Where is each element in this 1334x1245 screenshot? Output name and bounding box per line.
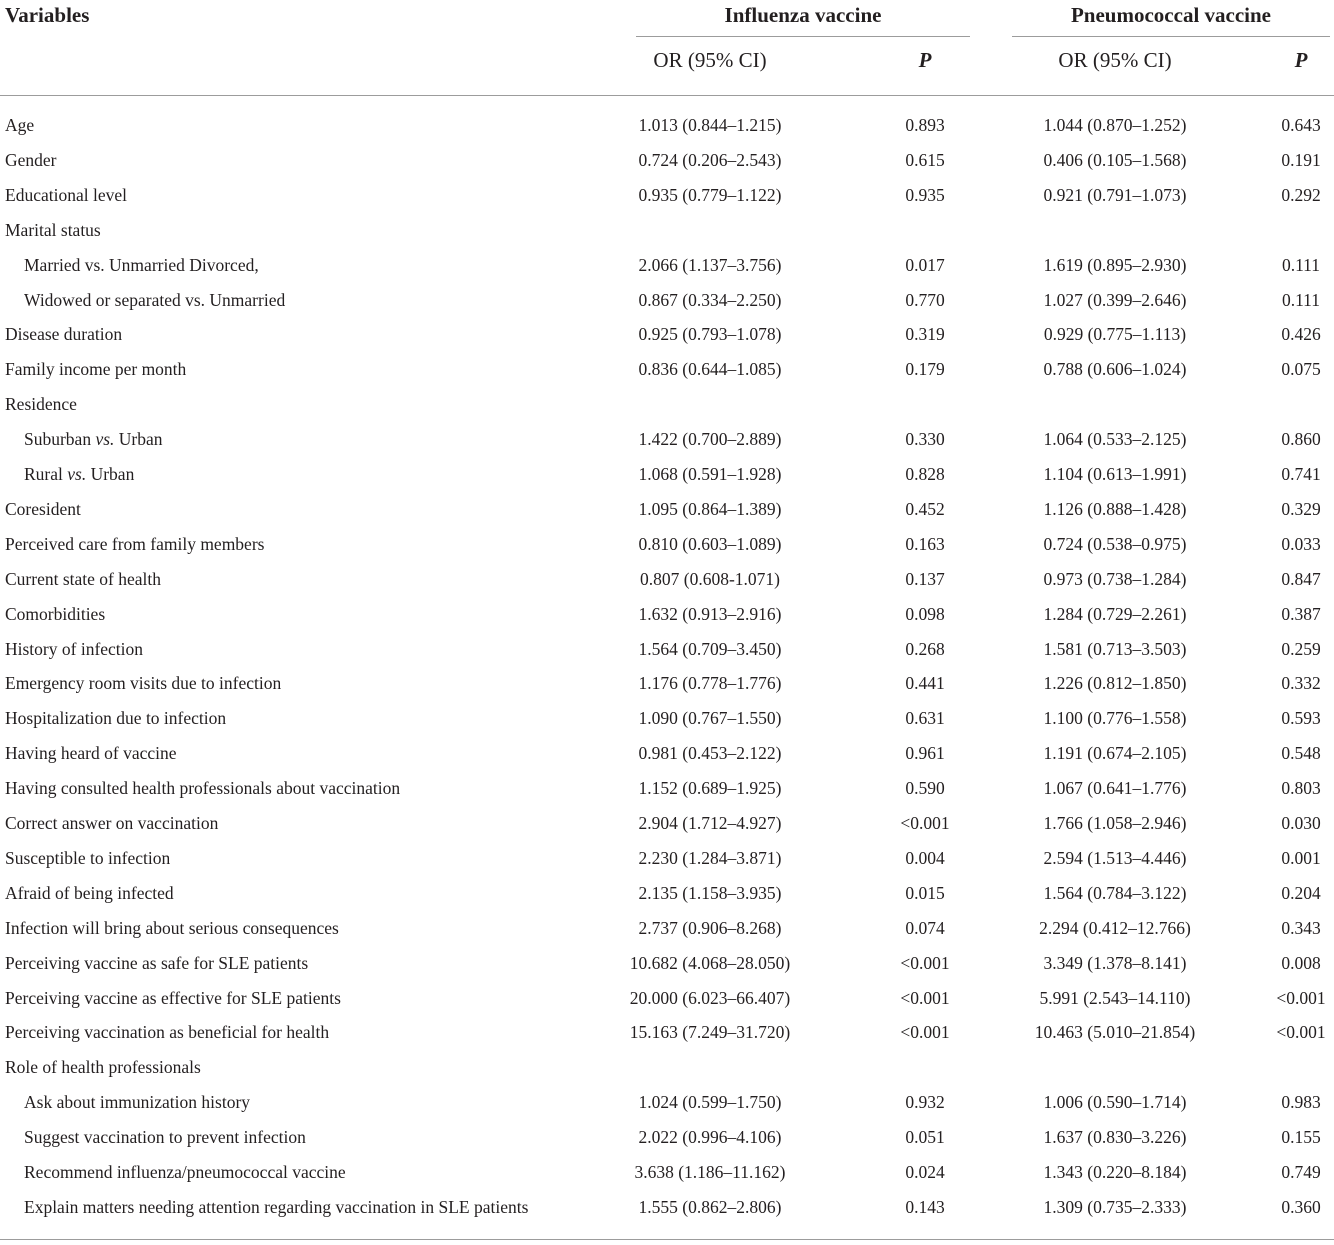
influenza-p-cell: <0.001: [900, 813, 950, 833]
pneumococcal-or-cell: 1.284 (0.729–2.261): [1043, 603, 1187, 624]
pneumococcal-p-cell: 0.329: [1281, 498, 1321, 519]
influenza-or-cell: 0.810 (0.603–1.089): [638, 533, 782, 554]
variable-cell: Perceiving vaccination as beneficial for health: [5, 1022, 330, 1043]
influenza-or-cell: 2.904 (1.712–4.927): [638, 813, 782, 833]
influenza-p-cell: 0.051: [905, 1127, 945, 1148]
influenza-or-cell: 2.066 (1.137–3.756): [638, 254, 782, 275]
influenza-or-cell: 3.638 (1.186–11.162): [634, 1162, 786, 1182]
variable-cell: Married vs. Unmarried Divorced,: [24, 254, 259, 275]
variable-cell: Infection will bring about serious consequences: [5, 917, 339, 938]
pneumococcal-or-cell: 1.100 (0.776–1.558): [1043, 708, 1187, 729]
variable-cell: Marital status: [5, 219, 101, 240]
table-row: [0, 841, 1334, 876]
pneumococcal-p-cell: 0.847: [1281, 568, 1321, 589]
table-row: [0, 492, 1334, 527]
pneumococcal-or-cell: 1.309 (0.735–2.333): [1043, 1196, 1187, 1217]
influenza-p-cell: 0.770: [905, 289, 945, 310]
variable-cell: Suburban vs. Urban: [24, 429, 163, 450]
pneumococcal-or-cell: 1.581 (0.713–3.503): [1043, 638, 1187, 659]
influenza-or-cell: 1.632 (0.913–2.916): [638, 603, 782, 624]
table-row: [0, 352, 1334, 387]
table-row: [0, 457, 1334, 492]
influenza-or-cell: 0.935 (0.779–1.122): [638, 184, 782, 205]
variable-cell: Perceived care from family members: [5, 533, 265, 554]
pneumococcal-header-rule: [1012, 36, 1330, 37]
pneumococcal-or-cell: 0.788 (0.606–1.024): [1043, 359, 1187, 380]
influenza-or-cell: 1.068 (0.591–1.928): [638, 464, 782, 484]
variable-cell: Coresident: [5, 498, 81, 519]
table-row: [0, 562, 1334, 597]
influenza-or-cell: 2.737 (0.906–8.268): [638, 917, 782, 938]
pneumococcal-p-cell: 0.741: [1281, 464, 1321, 484]
variable-cell: Current state of health: [5, 568, 161, 589]
pneumococcal-p-cell: 0.259: [1281, 638, 1321, 659]
influenza-p-cell: 0.828: [905, 464, 945, 484]
influenza-or-cell: 0.867 (0.334–2.250): [638, 289, 782, 310]
table-row: [0, 422, 1334, 457]
influenza-p-cell: <0.001: [900, 952, 950, 973]
influenza-or-cell: 1.564 (0.709–3.450): [638, 638, 782, 659]
pneumococcal-or-cell: 2.294 (0.412–12.766): [1039, 917, 1191, 938]
variable-cell: Educational level: [5, 184, 127, 205]
influenza-or-cell: 15.163 (7.249–31.720): [629, 1022, 791, 1043]
pneumococcal-or-cell: 1.226 (0.812–1.850): [1043, 673, 1187, 694]
table-row: [0, 981, 1334, 1016]
pneumococcal-or-cell: 1.191 (0.674–2.105): [1043, 743, 1187, 764]
pneumococcal-p-cell: 0.860: [1281, 429, 1321, 450]
pneumococcal-p-header: P: [1294, 48, 1308, 72]
table-row: [0, 1120, 1334, 1155]
influenza-p-cell: 0.017: [905, 254, 945, 275]
pneumococcal-p-cell: 0.803: [1281, 778, 1321, 799]
table-row: [0, 632, 1334, 667]
variable-cell: Widowed or separated vs. Unmarried: [24, 289, 286, 310]
influenza-p-cell: 0.631: [905, 708, 945, 729]
table-row: [0, 876, 1334, 911]
table-row: [0, 1190, 1334, 1225]
pneumococcal-p-cell: 0.548: [1281, 743, 1321, 764]
pneumococcal-p-cell: 0.111: [1281, 289, 1321, 310]
influenza-p-cell: 0.268: [905, 638, 945, 659]
variable-cell: Having heard of vaccine: [5, 743, 177, 764]
table-row: [0, 701, 1334, 736]
pneumococcal-p-cell: 0.001: [1281, 847, 1321, 868]
table-bottom-rule: [0, 1239, 1334, 1240]
influenza-group-header: Influenza vaccine: [724, 3, 882, 27]
table-row: [0, 108, 1334, 143]
influenza-p-cell: 0.015: [905, 882, 945, 903]
variable-cell: Rural vs. Urban: [24, 464, 135, 484]
pneumococcal-p-cell: 0.343: [1281, 917, 1321, 938]
variable-cell: Role of health professionals: [5, 1057, 201, 1078]
pneumococcal-or-cell: 1.637 (0.830–3.226): [1043, 1127, 1187, 1148]
pneumococcal-p-cell: 0.292: [1281, 184, 1321, 205]
influenza-or-cell: 0.836 (0.644–1.085): [638, 359, 782, 380]
variable-cell: Ask about immunization history: [24, 1092, 251, 1113]
pneumococcal-p-cell: 0.749: [1281, 1162, 1321, 1182]
influenza-or-cell: 1.176 (0.778–1.776): [638, 673, 782, 694]
pneumococcal-or-cell: 0.406 (0.105–1.568): [1043, 149, 1187, 170]
pneumococcal-or-cell: 2.594 (1.513–4.446): [1043, 847, 1187, 868]
variable-cell: Age: [5, 115, 35, 135]
variable-cell: Having consulted health professionals about vaccination: [5, 778, 401, 799]
pneumococcal-p-cell: 0.191: [1281, 149, 1321, 170]
influenza-p-cell: 0.163: [905, 533, 945, 554]
table-row: [0, 1015, 1334, 1050]
variable-cell: Gender: [5, 149, 57, 170]
pneumococcal-or-cell: 1.619 (0.895–2.930): [1043, 254, 1187, 275]
table-row: [0, 527, 1334, 562]
pneumococcal-p-cell: 0.643: [1281, 115, 1321, 135]
influenza-or-cell: 0.724 (0.206–2.543): [638, 149, 782, 170]
pneumococcal-or-cell: 0.921 (0.791–1.073): [1043, 184, 1187, 205]
influenza-or-cell: 20.000 (6.023–66.407): [629, 987, 791, 1008]
influenza-or-cell: 10.682 (4.068–28.050): [629, 952, 791, 973]
pneumococcal-p-cell: 0.033: [1281, 533, 1321, 554]
pneumococcal-or-cell: 0.724 (0.538–0.975): [1043, 533, 1187, 554]
table-row: [0, 387, 1334, 422]
pneumococcal-p-cell: <0.001: [1276, 1022, 1326, 1043]
influenza-p-cell: <0.001: [900, 987, 950, 1008]
pneumococcal-or-cell: 1.104 (0.613–1.991): [1043, 464, 1187, 484]
table-row: [0, 317, 1334, 352]
pneumococcal-or-cell: 3.349 (1.378–8.141): [1043, 952, 1187, 973]
table-row: [0, 946, 1334, 981]
variable-cell: Comorbidities: [5, 603, 106, 624]
pneumococcal-p-cell: 0.360: [1281, 1196, 1321, 1217]
influenza-p-cell: 0.932: [905, 1092, 945, 1113]
table-row: [0, 283, 1334, 318]
variable-cell: Emergency room visits due to infection: [5, 673, 282, 694]
influenza-p-header: P: [918, 48, 932, 72]
pneumococcal-p-cell: 0.008: [1281, 952, 1321, 973]
influenza-p-cell: 0.935: [905, 184, 945, 205]
variable-cell: Recommend influenza/pneumococcal vaccine: [24, 1162, 346, 1182]
influenza-p-cell: 0.098: [905, 603, 945, 624]
pneumococcal-or-cell: 1.064 (0.533–2.125): [1043, 429, 1187, 450]
table-row: [0, 911, 1334, 946]
variable-cell: Disease duration: [5, 324, 123, 345]
pneumococcal-or-cell: 0.929 (0.775–1.113): [1043, 324, 1187, 345]
variable-cell: Perceiving vaccine as safe for SLE patients: [5, 952, 309, 973]
table-row: [0, 806, 1334, 841]
variable-cell: History of infection: [5, 638, 144, 659]
pneumococcal-p-cell: 0.204: [1281, 882, 1321, 903]
pneumococcal-or-cell: 1.067 (0.641–1.776): [1043, 778, 1187, 799]
influenza-header-rule: [636, 36, 970, 37]
influenza-or-cell: 1.152 (0.689–1.925): [638, 778, 782, 799]
influenza-p-cell: 0.004: [905, 847, 945, 868]
influenza-or-cell: 2.022 (0.996–4.106): [638, 1127, 782, 1148]
influenza-p-cell: 0.893: [905, 115, 945, 135]
table-row: [0, 1050, 1334, 1085]
variable-cell: Hospitalization due to infection: [5, 708, 227, 729]
pneumococcal-or-cell: 1.343 (0.220–8.184): [1043, 1162, 1187, 1182]
pneumococcal-p-cell: 0.593: [1281, 708, 1321, 729]
pneumococcal-or-cell: 5.991 (2.543–14.110): [1039, 987, 1191, 1008]
influenza-p-cell: 0.143: [905, 1196, 945, 1217]
pneumococcal-p-cell: 0.426: [1281, 324, 1321, 345]
pneumococcal-p-cell: 0.030: [1281, 813, 1321, 833]
influenza-or-header: OR (95% CI): [653, 48, 767, 72]
pneumococcal-p-cell: 0.075: [1281, 359, 1321, 380]
table-row: [0, 1085, 1334, 1120]
variable-cell: Family income per month: [5, 359, 187, 380]
pneumococcal-p-cell: 0.155: [1281, 1127, 1321, 1148]
variables-header: Variables: [5, 3, 90, 27]
influenza-or-cell: 1.090 (0.767–1.550): [638, 708, 782, 729]
pneumococcal-or-cell: 1.126 (0.888–1.428): [1043, 498, 1187, 519]
influenza-p-cell: 0.452: [905, 498, 945, 519]
variable-cell: Residence: [5, 394, 77, 415]
influenza-or-cell: 1.024 (0.599–1.750): [638, 1092, 782, 1113]
influenza-or-cell: 2.135 (1.158–3.935): [638, 882, 782, 903]
pneumococcal-or-cell: 0.973 (0.738–1.284): [1043, 568, 1187, 589]
variable-cell: Suggest vaccination to prevent infection: [24, 1127, 306, 1148]
pneumococcal-group-header: Pneumococcal vaccine: [1070, 3, 1272, 27]
influenza-p-cell: <0.001: [900, 1022, 950, 1043]
table-row: [0, 1155, 1334, 1190]
influenza-or-cell: 2.230 (1.284–3.871): [638, 847, 782, 868]
influenza-p-cell: 0.590: [905, 778, 945, 799]
influenza-p-cell: 0.179: [905, 359, 945, 380]
pneumococcal-or-header: OR (95% CI): [1058, 48, 1172, 72]
table-row: [0, 771, 1334, 806]
influenza-or-cell: 0.925 (0.793–1.078): [638, 324, 782, 345]
variable-cell: Afraid of being infected: [5, 882, 174, 903]
influenza-p-cell: 0.137: [905, 568, 945, 589]
influenza-or-cell: 1.555 (0.862–2.806): [638, 1196, 782, 1217]
influenza-or-cell: 1.422 (0.700–2.889): [638, 429, 782, 450]
variable-cell: Explain matters needing attention regarding vaccination in SLE patients: [24, 1196, 529, 1217]
influenza-p-cell: 0.074: [905, 917, 945, 938]
influenza-or-cell: 1.095 (0.864–1.389): [638, 498, 782, 519]
table-row: [0, 597, 1334, 632]
variable-cell: Perceiving vaccine as effective for SLE patients: [5, 987, 341, 1008]
influenza-or-cell: 0.807 (0.608-1.071): [640, 568, 780, 589]
pneumococcal-p-cell: 0.983: [1281, 1092, 1321, 1113]
influenza-p-cell: 0.330: [905, 429, 945, 450]
header-bottom-rule: [0, 95, 1334, 96]
table-row: [0, 178, 1334, 213]
influenza-p-cell: 0.961: [905, 743, 945, 764]
pneumococcal-p-cell: 0.332: [1281, 673, 1321, 694]
variable-cell: Correct answer on vaccination: [5, 813, 219, 833]
pneumococcal-p-cell: <0.001: [1276, 987, 1326, 1008]
variable-cell: Susceptible to infection: [5, 847, 171, 868]
pneumococcal-p-cell: 0.387: [1281, 603, 1321, 624]
pneumococcal-or-cell: 1.564 (0.784–3.122): [1043, 882, 1187, 903]
influenza-p-cell: 0.024: [905, 1162, 945, 1182]
table-row: [0, 213, 1334, 248]
influenza-p-cell: 0.441: [905, 673, 945, 694]
pneumococcal-or-cell: 10.463 (5.010–21.854): [1034, 1022, 1196, 1043]
table-row: [0, 248, 1334, 283]
pneumococcal-p-cell: 0.111: [1281, 254, 1321, 275]
pneumococcal-or-cell: 1.044 (0.870–1.252): [1043, 115, 1187, 135]
pneumococcal-or-cell: 1.766 (1.058–2.946): [1043, 813, 1187, 833]
influenza-p-cell: 0.319: [905, 324, 945, 345]
influenza-or-cell: 1.013 (0.844–1.215): [638, 115, 782, 135]
influenza-or-cell: 0.981 (0.453–2.122): [638, 743, 782, 764]
pneumococcal-or-cell: 1.027 (0.399–2.646): [1043, 289, 1187, 310]
pneumococcal-or-cell: 1.006 (0.590–1.714): [1043, 1092, 1187, 1113]
table-row: [0, 736, 1334, 771]
table-row: [0, 143, 1334, 178]
table-row: [0, 666, 1334, 701]
influenza-p-cell: 0.615: [905, 149, 945, 170]
